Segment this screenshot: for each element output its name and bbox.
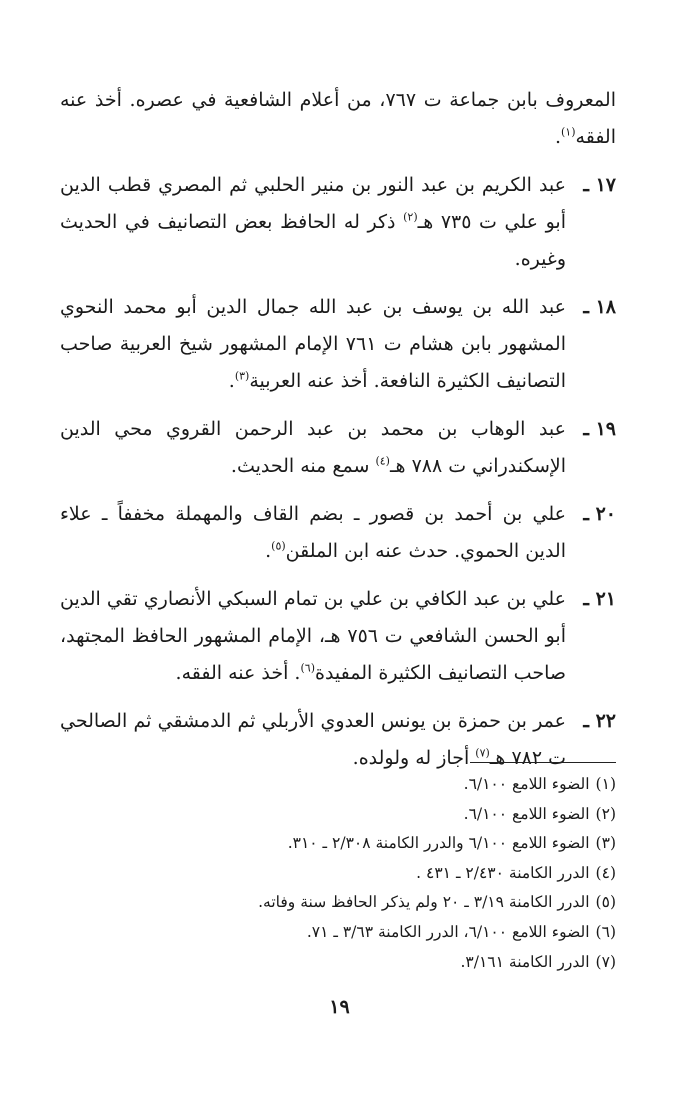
footnote-ref[interactable]: (٤): [375, 454, 390, 468]
footnote-text: الضوء اللامع ٦/١٠٠، الدرر الكامنة ٣/٦٣ ـ ٧١.: [306, 922, 590, 941]
entry-19: [60, 411, 616, 485]
entry-number: ٢٢ ـ: [583, 710, 616, 732]
entry-text-after: . أخذ عنه الفقه.: [175, 662, 301, 684]
footnote-3: [96, 829, 616, 859]
footnote-1: [96, 770, 616, 800]
entry-text: عبد الكريم بن عبد النور بن منير الحلبي ثم المصري قطب الدين أبو علي ت ٧٣٥ هـ: [60, 174, 567, 233]
footnote-text: الضوء اللامع ٦/١٠٠.: [463, 804, 590, 823]
entry-text-after: أجاز له ولولده.: [352, 747, 476, 769]
footnote-number: (٢): [595, 804, 616, 823]
footnote-number: (١): [595, 775, 616, 793]
page-number: ١٩: [329, 996, 350, 1018]
entry-21: [60, 581, 616, 692]
entry-text-after: .: [554, 126, 561, 148]
entry-text: عبد الوهاب بن محمد بن عبد الرحمن القروي محي الدين الإسكندراني ت ٧٨٨ هـ: [60, 418, 566, 477]
entry-22: [60, 703, 616, 777]
footnote-number: (٤): [595, 863, 616, 882]
entry-text: عبد الله بن يوسف بن عبد الله جمال الدين أبو محمد النحوي المشهور بابن هشام ت ٧٦١ الإمام المشهور شيخ العربية صاحب التصانيف الكثيرة النافعة. أخذ عنه العربية: [60, 296, 566, 392]
footnote-text: الدرر الكامنة ٣/١٦١.: [460, 952, 590, 971]
footnote-5: [96, 888, 616, 918]
footnotes: [96, 770, 616, 977]
footnote-text: الدرر الكامنة ٣/١٩ ـ ٢٠ ولم يذكر الحافظ سنة وفاته.: [258, 893, 590, 912]
footnote-text: الضوء اللامع ٦/١٠٠ والدرر الكامنة ٢/٣٠٨ ـ ٣١٠.: [287, 834, 590, 853]
footnote-number: (٧): [595, 952, 616, 971]
entry-number: ١٨ ـ: [583, 296, 616, 318]
footnote-separator: [470, 762, 616, 763]
footnote-7: [96, 948, 616, 978]
footnote-ref[interactable]: (٥): [271, 539, 286, 553]
footnote-ref[interactable]: (٣): [234, 369, 250, 383]
entry-number: ١٩ ـ: [583, 418, 616, 440]
footnote-number: (٥): [595, 893, 616, 912]
entry-continuation: [60, 82, 616, 156]
footnote-number: (٣): [595, 834, 616, 853]
footnote-6: [96, 918, 616, 948]
entry-text: علي بن عبد الكافي بن علي بن تمام السبكي الأنصاري تقي الدين أبو الحسن الشافعي ت ٧٥٦ هـ، الإمام المشهور الحافظ المجتهد، صاحب التصانيف الكثيرة المفيدة: [60, 588, 566, 684]
entry-text-after: سمع منه الحديث.: [230, 455, 376, 477]
footnote-2: [96, 800, 616, 830]
entry-text: عمر بن حمزة بن يونس العدوي الأربلي ثم الدمشقي ثم الصالحي ت ٧٨٢ هـ: [60, 710, 566, 769]
footnote-text: الضوء اللامع ٦/١٠٠.: [463, 775, 590, 793]
entry-text-after: ذكر له الحافظ بعض التصانيف في الحديث وغيره.: [60, 211, 566, 270]
entry-18: [60, 289, 616, 400]
entry-number: ١٧ ـ: [583, 174, 616, 196]
footnote-ref[interactable]: (٦): [300, 661, 315, 675]
entry-text: علي بن أحمد بن قصور ـ بضم القاف والمهملة مخففاً ـ علاء الدين الحموي. حدث عنه ابن الملقن: [60, 503, 566, 562]
entry-number: ٢١ ـ: [583, 588, 616, 610]
footnote-ref[interactable]: (٧): [475, 746, 490, 760]
footnote-text: الدرر الكامنة ٢/٤٣٠ ـ ٤٣١ .: [416, 863, 590, 882]
footnote-ref[interactable]: (١): [561, 125, 576, 139]
entry-number: ٢٠ ـ: [583, 503, 616, 525]
entry-text-after: .: [228, 370, 235, 392]
entry-text: المعروف بابن جماعة ت ٧٦٧، من أعلام الشافعية في عصره. أخذ عنه الفقه: [60, 89, 616, 148]
footnote-number: (٦): [595, 922, 616, 941]
entry-17: [60, 167, 616, 278]
footnote-4: [96, 859, 616, 889]
entry-20: [60, 496, 616, 570]
entry-text-after: .: [265, 540, 272, 562]
footnote-ref[interactable]: (٢): [403, 210, 418, 224]
main-text: [60, 82, 616, 788]
